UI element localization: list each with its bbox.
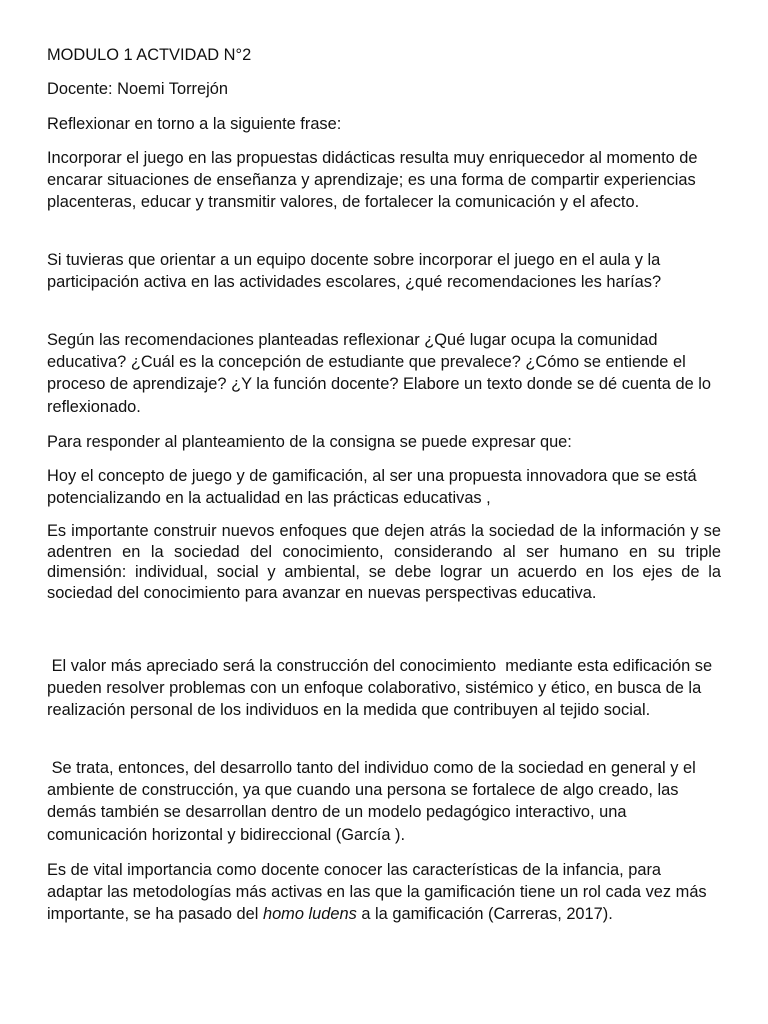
question-2-paragraph: Según las recomendaciones planteadas reflexionar ¿Qué lugar ocupa la comunidad educativa? ¿Cuál es la concepción de estudiante que prevalece? ¿Cómo se entiende el proceso de aprendizaje? ¿Y la función docente? Elabore un texto donde se dé cuenta de lo reflexionado.	[47, 331, 711, 416]
teacher-name: Docente: Noemi Torrejón	[47, 80, 228, 98]
instruction-text: Reflexionar en torno a la siguiente frase:	[47, 115, 342, 133]
answer-paragraph-5-end: a la gamificación (Carreras, 2017).	[356, 905, 613, 924]
question-1-paragraph: Si tuvieras que orientar a un equipo docente sobre incorporar el juego en el aula y la participación activa en las actividades escolares, ¿qué recomendaciones les harías?	[47, 251, 662, 292]
answer-paragraph-1: Hoy el concepto de juego y de gamificación, al ser una propuesta innovadora que se está potencializando en la actualidad en las prácticas educativas ,	[47, 467, 697, 508]
answer-intro: Para responder al planteamiento de la consigna se puede expresar que:	[47, 433, 572, 451]
answer-paragraph-2: Es importante construir nuevos enfoques que dejen atrás la sociedad de la información y se adentren en la sociedad del conocimiento, considerando al ser humano en su triple dimensión: individual, social y ambiental, se debe lograr un acuerdo en los ejes de la sociedad del conocimiento para avanzar en nuevas perspectivas educativa.	[47, 522, 721, 602]
answer-paragraph-5	[47, 859, 719, 926]
answer-paragraph-3: El valor más apreciado será la construcción del conocimiento mediante esta edificación se pueden resolver problemas con un enfoque colaborativo, sistémico y ético, en busca de la realización personal de los individuos en la medida que contribuyen al tejido social.	[47, 657, 717, 720]
answer-paragraph-4: Se trata, entonces, del desarrollo tanto del individuo como de la sociedad en general y el ambiente de construcción, ya que cuando una persona se fortalece de algo creado, las demás también se desarrollan dentro de un modelo pedagógico interactivo, una comunicación horizontal y bidireccional (García ).	[47, 759, 701, 844]
answer-paragraph-5-text: Es de vital importancia como docente conocer las características de la infancia, para adaptar las metodologías más activas en las que la gamificación tiene un rol cada vez más importante, se ha pasado del	[47, 861, 707, 924]
quote-paragraph: Incorporar el juego en las propuestas didácticas resulta muy enriquecedor al momento de encarar situaciones de enseñanza y aprendizaje; es una forma de compartir experiencias placenteras, educar y transmitir valores, de fortalecer la comunicación y el afecto.	[47, 149, 698, 212]
document-title: MODULO 1 ACTVIDAD N°2	[47, 46, 252, 64]
answer-paragraph-5-italic: homo ludens	[262, 905, 357, 924]
